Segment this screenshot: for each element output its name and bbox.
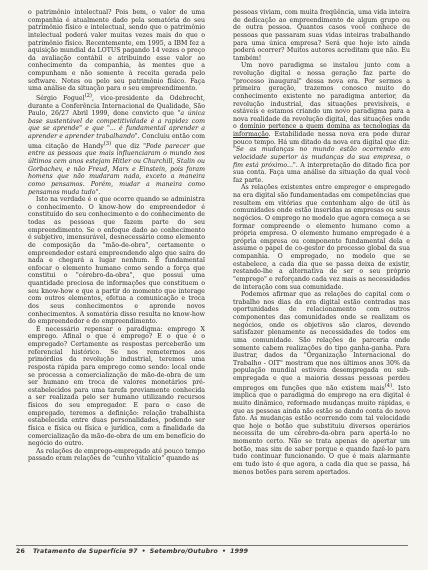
magazine-title: Tratamento de Superfície 97 bbox=[33, 548, 138, 555]
right-paragraph-2 bbox=[233, 62, 410, 184]
paragraph-text: . Concluiu então com uma citação de Handy bbox=[28, 133, 206, 150]
left-paragraph-5: As relações de emprego-empregado até pouco tempo passado eram relações de "cunho vitalício" quando as bbox=[28, 447, 205, 463]
paragraph-text: . A interpretação do ditado fica por sua conta. Faça uma análise da situação da qual você faz parte. bbox=[233, 161, 410, 184]
left-paragraph-2 bbox=[28, 93, 205, 196]
issue-months: Setembro/Outubro bbox=[149, 548, 218, 555]
page-number: 26 bbox=[16, 548, 26, 555]
paragraph-text: Podemos afirmar que as relações do capital com o trabalho nos dias da era digital estão centradas nas oportunidades de relacionamento com outros componentes das comunidades onde se realizam os negócios, onde os objetivos são claros, devendo satisfazer plenamente as necessidades de todos em uma comunidade. São relações de parceria onde somente cabem realizações do tipo ganha-ganha. Para ilustrar, dados da "Organização Internacional do Trabalho - OIT" mostram que nos últimos anos 30% da população mundial estivera desempregada ou sub-empregada e que a maioria dessas pessoas perdeu empregos em funções que não existem mais bbox=[233, 291, 410, 392]
author-name: Sérgio Foguel bbox=[36, 94, 85, 102]
footnote-ref: (4) bbox=[384, 382, 393, 389]
footer-separator: • bbox=[141, 548, 146, 555]
footnote-ref: (3) bbox=[103, 140, 112, 147]
left-paragraph-3: Isto na verdade é o que ocorre quando se administra o conhecimento. O know-how do empreendedor é constituído do seu conhecimento e do conhecimento de todas as pessoas que fazem parte do seu empreendimento. Se o enfoque dado ao conhecimento é subjetivo, imensurável, desnecessário como elemento de composição da "mão-de-obra", certamente o empreendedor estará empreendendo algo que saíra do nada e chegará a lugar nenhum. É fundamental enfocar o elemento humano como sendo a força que constitui o "cérebro-da-obra", que possui uma quantidade preciosa de informações que constituem o seu know-how e que a partir do momento que interage com outros elementos, efetua a comunicação e troca dos seus conhecimentos e aprende novos conhecimentos. A somatória disso resulta no know-how do empreendedor e do empreendimento. bbox=[28, 196, 205, 326]
issue-year: 1999 bbox=[230, 548, 249, 555]
left-paragraph-4: É necessário repensar o paradigma: emprego X emprego. Afinal o que é emprego? E o que é o empregado? Certamente as respostas perceberão um referencial histórico. Se nos remetermos aos primórdios da revolução industrial, teremos uma resposta rápida para emprego como sendo: local onde se processa a comercialização de mão-de-obra de um ser humano em troca de valores monetários pré-estabelecidos para uma tarefa previamente conhecida a ser realizada pelo ser humano utilizando recursos físicos do seu empregador. E para o caso de empregado, teremos a definição: relação trabalhista estabelecida entre duas personalidades, podendo ser física e física ou física e jurídica, com a finalidade da comercialização da mão-de-obra de um em benefício do negócio do outro. bbox=[28, 325, 205, 448]
footnote-ref: (2) bbox=[84, 92, 92, 99]
underlined-text: domínio pertence a quem domina as tecnologias da informação bbox=[233, 123, 410, 138]
paragraph-text: . Isto implica que o paradigma do emprego na era digital é muito dinâmico, reformado mudanças muito rápidas, e que as pessoas ainda não estão se dando conta do novo fato. As mudanças estão ocorrendo com tal velocidade que hoje o botão que substituiu diversos operários necessita de um cérebro-da-obra para apertá-lo no momento certo. Não se trata apenas de apertar um botão, mas sim de saber porque e quando fazê-lo para tudo continuar funcionando. O que é mais alarmante em tudo isto é que agora, a cada dia que se passa, há menos botões para serem apertados. bbox=[233, 384, 410, 476]
paragraph-text: Um novo paradigma se instalou junto com a revolução digital e nossa geração faz parte do "processo inaugural" dessa nova era. Por sermos a primeira geração, trazemos conosco muito do conhecimento existente no paradigma anterior, da revolução industrial, das situações previsíveis, e estáveis e estamos criando um novo paradigma para a nova realidade da revolução digital, das situações onde o bbox=[233, 62, 410, 131]
quote-text: "Se as mudanças no mundo estão ocorrendo em velocidade superior às mudanças da sua empresa, o fim está próximo..." bbox=[233, 146, 410, 169]
right-paragraph-3: As relações existentes entre empregor e empregado na era digital são fundamentadas em competências que resultem em vitórias que contenham algo de útil às comunidades onde estão inseridas as empresas ou seus negócios. O emprego no modelo que agora começa a se formar compreende o elemento humano como a própria empresa. O elemento humano empregado é a própria empresa ou componente fundamental dela e assume o papel de co-gestor do processo global da sua companhia. O empregado, no modelo que se estabelece, a cada dia que se passa deixa de existir, restando-lhe a alternativa de ser o seu próprio "emprego" e reforçando cada vez mais as necessidades de interação com sua comunidade. bbox=[233, 184, 410, 291]
paragraph-text: que diz bbox=[111, 142, 144, 150]
footer-divider bbox=[16, 545, 408, 546]
quote-text: "Pode parecer que entre as pessoas que mais influenciaram o mundo nos últimos cem anos estejam Hitler ou Churchill, Stalin ou Gorbachev, e não Freud, Marx e Einstein, pois foram homens que não mudaram nada, exceto a maneira como pensamos. Porém, mudar a maneira como pensamos muda tudo". bbox=[28, 142, 205, 196]
right-paragraph-1: pessoas viviam, com muita freqüência, uma vida inteira de dedicação ao empreendimento de algum grupo ou de outra pessoa. Quantos casos você conhece de pessoas que passaram suas vidas inteiras trabalhando para uma única empresa? Será que hoje isto ainda poderá ocorrer? Muitos autores acreditam que não. Eu também! bbox=[233, 9, 410, 62]
paragraph-text: , vice-presidente da Odebrecht, durante a Conferência Internacional de Qualidade, São Paulo, 26/27 Abril 1999, done convicto que bbox=[28, 94, 205, 118]
paragraph-text: . Estabilidade nessa nova era pode durar pouco tempo. Há um ditado da nova era digital que diz: bbox=[233, 131, 410, 146]
footer-separator: • bbox=[221, 548, 227, 555]
left-paragraph-1: o patrimônio intelectual? Pois bem, o valor de uma companhia é atualmente dado pela somatória do seu patrimônio físico e intelectual, sendo que o patrimônio intelectual poderá valer muitas vezes mais do que o patrimônio físico. Recentemente, em 1995, a IBM fez a aquisição mundial da LOTUS pagando 14 vezes o preço da avaliação contábil e atribuindo esse valor ao conhecimento da companhia, às mentes que a compunham e não somente à receita gerada pelo software. Notes ou pelo seu patrimônio físico. Faça uma análise da situação para o seu empreendimento. bbox=[28, 9, 205, 93]
right-column bbox=[233, 9, 410, 476]
page-footer bbox=[16, 548, 408, 555]
right-paragraph-4 bbox=[233, 291, 410, 476]
left-column bbox=[28, 9, 205, 463]
quote-text: "a única base sustentável de competitividade é a rapidez com que se aprende" e que "... é fundamental aprender a aprender e aprender trabalhando" bbox=[28, 110, 205, 141]
